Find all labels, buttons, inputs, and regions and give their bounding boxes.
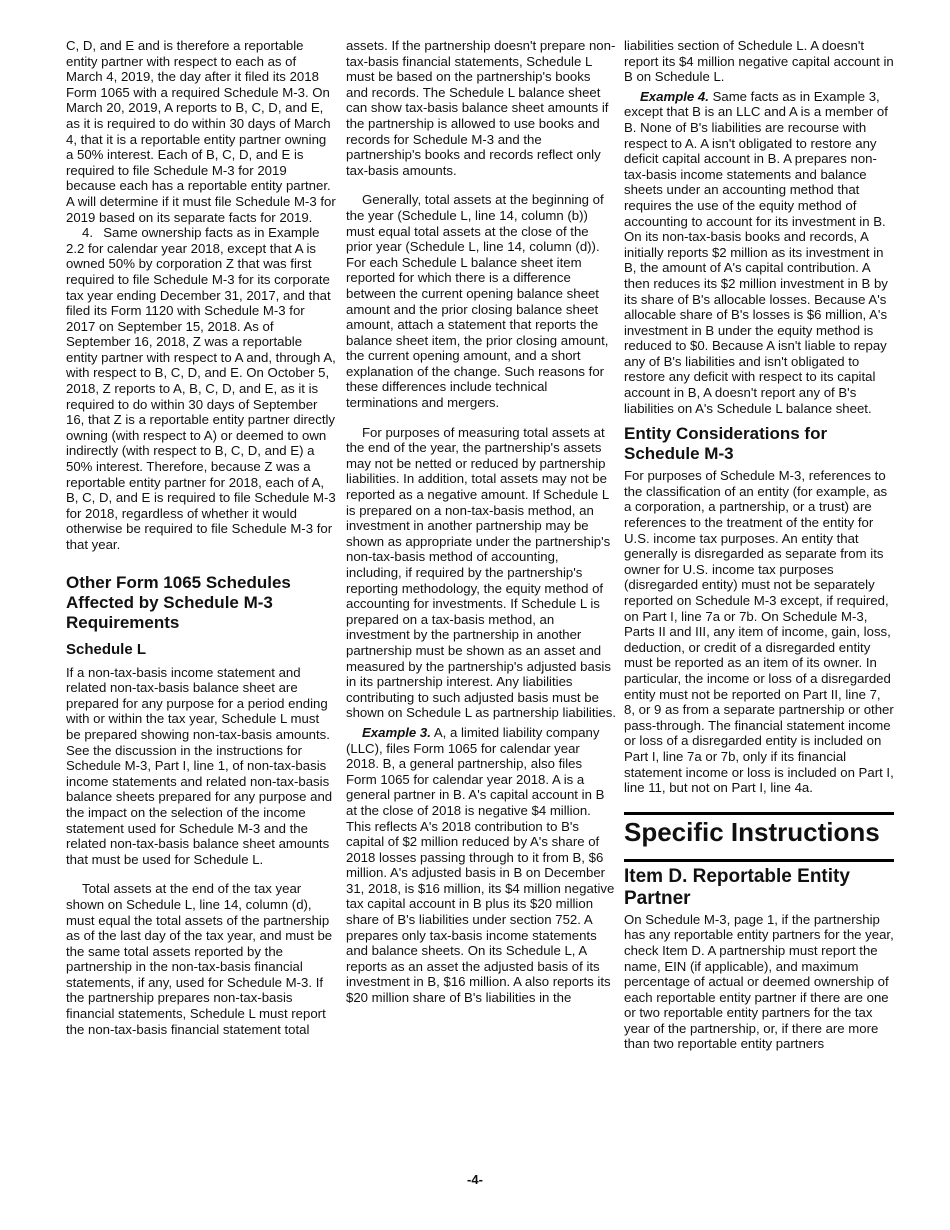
example-3-label: Example 3.: [362, 724, 431, 740]
column-2: [346, 38, 616, 1006]
paragraph: For purposes of measuring total assets at the end of the year, the partnership's assets may not be netted or reduced by partnership liabilities. In addition, total assets may not be reported as a negative amount. If Schedule L is prepared on a non-tax-basis method, an investment in another partnership may be shown as appropriate under the partnership's non-tax-basis method of accounting, including, if required by the partnership's reporting methodology, the equity method of accounting for investments. If Schedule L is prepared on a tax-basis method, an investment by the partnership in another partnership must be shown as an asset and measured by the partnership's adjusted basis in its partnership interest. Any liabilities contributing to such adjusted basis must be shown on Schedule L as partnership liabilities.: [346, 424, 617, 721]
section-heading-other-schedules: Other Form 1065 Schedules Affected by Schedule M-3 Requirements: [66, 572, 291, 632]
paragraph: liabilities section of Schedule L. A doesn't report its $4 million negative capital account in B on Schedule L.: [624, 38, 894, 85]
heading-item-d: Item D. Reportable Entity Partner: [624, 865, 850, 909]
paragraph: If a non-tax-basis income statement and related non-tax-basis balance sheet are prepared for any purpose for a period ending with or within the tax year, Schedule L must be prepared showing non-tax-basis amounts. See the discussion in the instructions for Schedule M-3, Part I, line 1, of non-tax-basis income statements and related non-tax-basis balance sheets prepared for any purpose and the impact on the selection of the income statement used for Schedule M-3 and the related non-tax-basis balance sheet amounts that must be used for Schedule L.: [66, 664, 333, 867]
subheading-schedule-l: Schedule L: [66, 640, 147, 658]
paragraph: On Schedule M-3, page 1, if the partnership has any reportable entity partners for the year, check Item D. A partnership must report the name, EIN (if applicable), and maximum percentage of actual or deemed ownership of each reportable entity partner if there are one or two reportable entity partners for the tax year of the partnership, or, if there are more than two reportable entity partners: [624, 911, 894, 1052]
example-4-text: Same facts as in Example 3, except that B is an LLC and A is a member of B. None of B's liabilities are recourse with respect to A. A isn't obligated to restore any deficit capital account in B. A prepares non-tax-basis income statements and balance sheets under an accounting method that requires the use of the equity method of accounting to account for its investment in B. On its non-tax-basis books and records, A initially reports $2 million as its investment in B, the amount of A's capital contribution. A then reduces its $2 million investment in B by its share of B's allocable losses. Because A's allocable share of B's losses is $6 million, A's investment in B under the equity method is reduced to $0. Because A isn't liable to repay any of B's liabilities and isn't obligated to restore any deficit with respect to its capital account in B, A doesn't report any of B's liabilities on A's Schedule L balance sheet.: [624, 88, 888, 416]
divider: [624, 812, 894, 815]
divider: [624, 859, 894, 862]
example-3-text: A, a limited liability company (LLC), files Form 1065 for calendar year 2018. B, a general partnership, also files Form 1065 for calendar year 2018. A is a general partner in B. A's capital account in B at the close of 2018 is negative $4 million. This reflects A's 2018 contribution to B's capital of $2 million reduced by A's share of 2018 losses passing through to it from B, $6 million. A's adjusted basis in B on December 31, 2018, is $16 million, its $4 million negative tax capital account in B plus its $20 million share of B's liabilities under section 752. A prepares only tax-basis income statements and balance sheets. On its Schedule L, A reports as an asset the adjusted basis of its investment in B, $16 million. A also reports its $20 million share of B's liabilities in the: [346, 724, 615, 1006]
paragraph: Generally, total assets at the beginning of the year (Schedule L, line 14, column (b)) must equal total assets at the close of the prior year (Schedule L, line 14, column (d)). For each Schedule L balance sheet item reported for which there is a difference between the current opening balance sheet amount and the prior closing balance sheet amount, attach a statement that reports the balance sheet item, the prior closing amount, the current opening amount, and a short explanation of the change. Such reasons for these differences include technical terminations and mergers.: [346, 192, 609, 411]
example-3-paragraph: [346, 725, 616, 1006]
section-heading-entity-considerations: Entity Considerations for Schedule M-3: [624, 424, 828, 464]
paragraph-example-4: 4. Same ownership facts as in Example 2.2 for calendar year 2018, except that A is owned 50% by corporation Z that was first required to file Schedule M-3 for its corporate tax year ending December 31, 2017, and that filed its Form 1120 with Schedule M-3 for 2017 on September 15, 2018. As of September 16, 2018, Z was a reportable entity partner with respect to A and, through A, with respect to B, C, D, and E. On October 5, 2018, Z reports to A, B, C, D, and E, as it is required to do within 30 days of September 16, that Z is a reportable entity partner directly owning (with respect to A) or deemed to own indirectly (with respect to B, C, D, and E) a 50% interest. Therefore, because Z was a reportable entity partner for 2018, each of A, B, C, D, and E is required to file Schedule M-3 for 2018, regardless of whether it would otherwise be required to file Schedule M-3 for that year.: [66, 225, 336, 552]
paragraph: assets. If the partnership doesn't prepare non-tax-basis financial statements, Schedule L must be based on the partnership's books and records. The Schedule L balance sheet can show tax-basis balance sheet amounts if the partnership is allowed to use books and records for Schedule M-3 and the partnership's books and records reflect only tax-basis amounts.: [346, 38, 616, 178]
page-number: -4-: [467, 1172, 483, 1187]
heading-specific-instructions: Specific Instructions: [624, 816, 880, 847]
column-3: [624, 38, 894, 1052]
column-1: [66, 38, 336, 1037]
paragraph: C, D, and E and is therefore a reportable entity partner with respect to each as of March 4, 2019, the day after it filed its 2018 Form 1065 with a required Schedule M-3. On March 20, 2019, A reports to B, C, D, and E, as it is required to do within 30 days of March 4, that it is a reportable entity partner owning a 50% interest. Each of B, C, D, and E is required to file Schedule M-3 for 2019 because each has a reportable entity partner. A will determine if it must file Schedule M-3 for 2019 based on its separate facts for 2019.: [66, 38, 336, 225]
example-4-paragraph: [624, 89, 894, 416]
paragraph: For purposes of Schedule M-3, references to the classification of an entity (for example, as a corporation, a partnership, or a trust) are references to the treatment of the entity for U.S. income tax purposes. An entity that generally is disregarded as separate from its owner for U.S. income tax purposes (disregarded entity) must not be separately reported on Schedule M-3 except, if required, on Part I, line 7a or 7b. On Schedule M-3, Parts II and III, any item of income, gain, loss, deduction, or credit of a disregarded entity must be reported as an item of its owner. In particular, the income or loss of a disregarded entity must not be reported on Part II, line 7, 8, or 9 as from a separate partnership or other pass-through. The financial statement income or loss of a disregarded entity is included on Part I, line 7a or 7b, only if its financial statement income or loss is included on Part I, line 11, but not on Part I, line 4a.: [624, 468, 894, 796]
paragraph: Total assets at the end of the tax year shown on Schedule L, line 14, column (d), must equal the total assets of the partnership as of the last day of the tax year, and must be the same total assets reported by the partnership in the non-tax-basis financial statements, if any, used for Schedule M-3. If the partnership prepares non-tax-basis financial statements, Schedule L must report the non-tax-basis financial statement total: [66, 881, 333, 1037]
example-4-label: Example 4.: [640, 88, 709, 104]
